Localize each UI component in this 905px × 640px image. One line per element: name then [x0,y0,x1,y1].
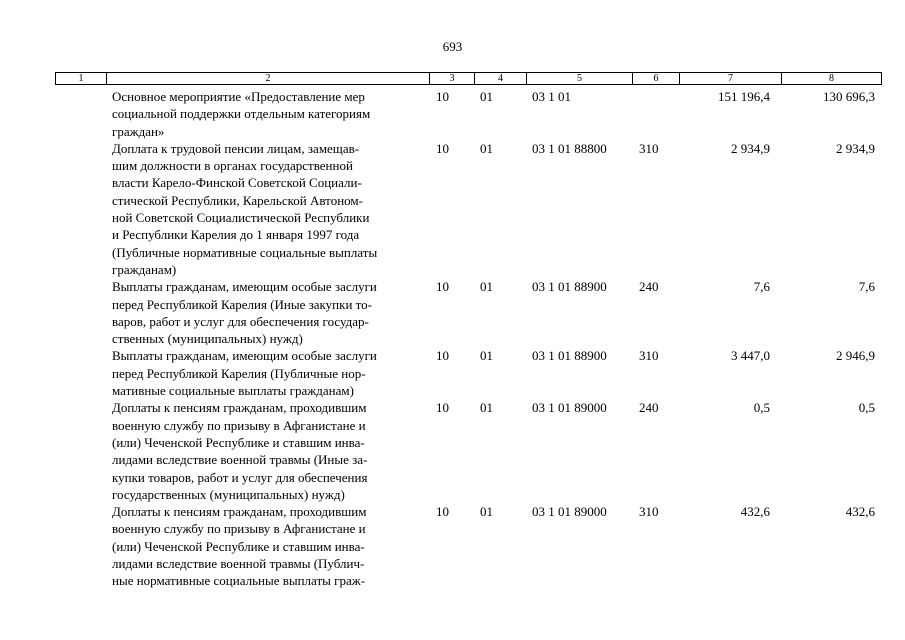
header-col-8: 8 [782,73,882,85]
description-line: Выплаты гражданам, имеющим особые заслуги [112,348,377,364]
description-line: гражданам) [112,261,177,277]
description-line: (или) Чеченской Республике и ставшим инва- [112,434,365,450]
description-line: ственных (муниципальных) нужд) [112,331,303,347]
amount-col-7: 0,5 [753,400,770,416]
description-line: ные нормативные социальные выплаты граж- [112,573,366,589]
expense-type-code: 240 [639,279,659,295]
row-description [112,347,422,399]
expense-type-code: 310 [639,140,659,156]
amount-col-7: 151 196,4 [718,89,770,104]
description-line: и Республики Карелия до 1 января 1997 года [112,227,360,243]
row-description [112,140,422,278]
target-article-code: 03 1 01 88800 [532,140,607,156]
description-line: лидами вследствие военной травмы (Публич- [112,556,365,572]
description-line: военную службу по призыву в Афганистане и [112,521,366,537]
target-article-code: 03 1 01 [532,89,571,104]
description-line: купки товаров, работ и услуг для обеспечения [112,469,368,485]
budget-table-body [0,88,905,590]
description-line: Основное мероприятие «Предоставление мер [112,89,365,104]
header-col-6: 6 [633,73,680,85]
description-line: лидами вследствие военной травмы (Иные за- [112,452,368,468]
amount-col-8: 2 946,9 [836,348,875,364]
target-article-code: 03 1 01 89000 [532,400,607,416]
section-code: 10 [436,400,449,416]
header-col-5: 5 [527,73,633,85]
amount-col-7: 3 447,0 [731,348,770,364]
section-code: 10 [436,504,449,520]
description-line: социальной поддержки отдельным категориям [112,106,371,122]
target-article-code: 03 1 01 88900 [532,279,607,295]
header-col-3: 3 [430,73,475,85]
amount-col-7: 432,6 [740,504,770,520]
row-description [112,88,422,140]
table-row [0,88,905,140]
amount-col-8: 0,5 [858,400,875,416]
table-row [0,278,905,347]
description-line: Доплата к трудовой пенсии лицам, замещав- [112,140,360,156]
description-line: мативные социальные выплаты гражданам) [112,383,354,399]
table-row [0,399,905,503]
description-line: стической Республики, Карельской Автоном- [112,192,363,208]
description-line: перед Республикой Карелия (Публичные нор- [112,365,366,381]
row-description [112,503,422,589]
section-code: 10 [436,140,449,156]
subsection-code: 01 [480,400,493,416]
amount-col-8: 432,6 [845,504,875,520]
description-line: шим должности в органах государственной [112,158,353,174]
description-line: государственных (муниципальных) нужд) [112,486,345,502]
table-row [0,503,905,589]
page-number: 693 [442,39,463,54]
subsection-code: 01 [480,504,493,520]
description-line: власти Карело-Финской Советской Социали- [112,175,362,191]
subsection-code: 01 [480,89,493,104]
target-article-code: 03 1 01 89000 [532,504,607,520]
subsection-code: 01 [480,279,493,295]
amount-col-8: 2 934,9 [836,140,875,156]
description-line: варов, работ и услуг для обеспечения государ- [112,313,369,329]
header-col-4: 4 [475,73,527,85]
description-line: военную службу по призыву в Афганистане и [112,417,366,433]
amount-col-8: 130 696,3 [823,89,875,104]
description-line: (Публичные нормативные социальные выплаты [112,244,378,260]
section-code: 10 [436,348,449,364]
expense-type-code: 240 [639,400,659,416]
header-col-7: 7 [680,73,782,85]
amount-col-7: 2 934,9 [731,140,770,156]
target-article-code: 03 1 01 88900 [532,348,607,364]
row-description [112,399,422,503]
description-line: ной Советской Социалистической Республики [112,210,370,226]
description-line: Доплаты к пенсиям гражданам, проходившим [112,504,367,520]
table-row [0,140,905,278]
header-col-1: 1 [56,73,107,85]
amount-col-7: 7,6 [753,279,770,295]
description-line: Выплаты гражданам, имеющим особые заслуги [112,279,377,295]
description-line: (или) Чеченской Республике и ставшим инва- [112,538,365,554]
expense-type-code: 310 [639,348,659,364]
expense-type-code: 310 [639,504,659,520]
header-col-2: 2 [107,73,430,85]
description-line: граждан» [112,123,165,139]
row-description [112,278,422,347]
column-number-header [55,72,882,85]
description-line: Доплаты к пенсиям гражданам, проходившим [112,400,367,416]
subsection-code: 01 [480,348,493,364]
section-code: 10 [436,279,449,295]
section-code: 10 [436,89,449,104]
description-line: перед Республикой Карелия (Иные закупки то- [112,296,372,312]
amount-col-8: 7,6 [858,279,875,295]
subsection-code: 01 [480,140,493,156]
table-row [0,347,905,399]
